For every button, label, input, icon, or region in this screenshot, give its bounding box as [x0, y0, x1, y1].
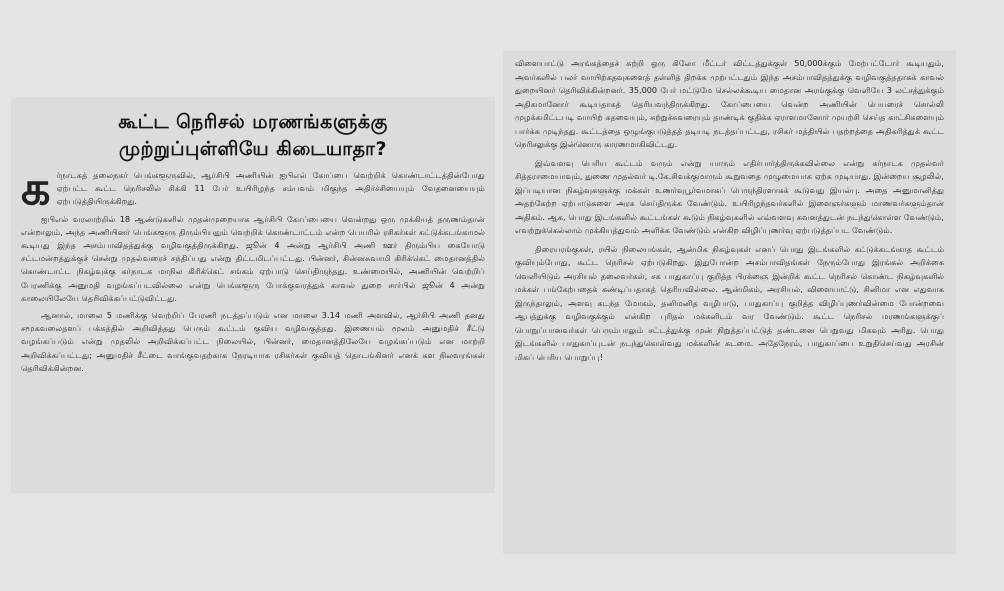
lead-paragraph [21, 161, 485, 215]
headline [21, 109, 485, 163]
headline-line-1: கூட்ட நெரிசல் மரணங்களுக்கு [118, 111, 388, 133]
article-paragraph-4: இவ்வளவு பெரிய கூட்டம் வரும் என்று யாரும் எதிர்பார்த்திருக்கவில்லை என்று கர்நாடக முதல்வர் சித்தராமையாவும், துணை முதல்வர் டி.கே.சிவக்குமாரும் கூறுவதை முழுமையாக ஏற்க முடியாது. இன்றைய சூழலில், இப்படியான நிகழ்வுகளுக்கு மக்கள் உணர்வுபூர்வமாகப் பெருந்திரளாகக் கூடுவது இயல்பு. அதை அனுமானித்து அதற்கேற்ற ஏற்பாடுகளை அரசு செய்திருக்க வேண்டும். உயிரிழந்தவர்களில் இளைஞர்களும் மாணவர்களும்தான் அதிகம். ஆக, பொது இடங்களில் கூட்டங்கள் கூடும் நிகழ்வுகளில் எவ்வளவு கவனத்துடன் நடந்துகொள்ள வேண்டும், எவற்றுக்கெல்லாம் முக்கியத்துவம் அளிக்க வேண்டும் என்கிற விழிப்புணர்வு ஏற்படுத்தப்பட வேண்டும். [515, 157, 944, 235]
drop-cap: க [21, 161, 51, 215]
article-paragraph-3: விளையாட்டு அரங்கத்தைச் சுற்றி ஒரு கிலோ மீட்டர் விட்டத்துக்குள் 50,000க்கும் மேற்பட்டோர் கூடியதும், அவர்களில் பலர் வாயிற்கதவுகளைத் தள்ளித் திறக்க முற்பட்டதும் இந்த அசம்பாவிதத்துக்கு வழிவகுத்ததாகக் காவல் துறையினர் தெரிவிக்கின்றனர். 35,000 பேர் மட்டுமே செல்லக்கூடிய மைதான அரங்குக்கு வெளியே 3 லட்சத்துக்கும் அதிகமானோர் கூடியதாகத் தெரியவந்திருக்கிறது. கோப்பையை வென்ற அணியின் பெயரைச் சொல்லி முழக்கமிட்டபடி வாயிற் கதவையும், சுற்றுச்சுவரையும் தாண்டிக் குதிக்க ஏராளமானோர் முயற்சி செய்த காட்சிகளையும் பார்க்க முடிந்தது. கூட்டத்தை ஒழுங்குபடுத்தத் தடியடி நடத்தப்பட்டது, ரசிகர் மத்தியில் பதற்றத்தை அதிகரித்துக் கூட்ட நெரிசலுக்கு இன்னொரு காரணமாகிவிட்டது. [515, 58, 944, 149]
article-paragraph-1: ஐபிஎல் வரலாற்றில் 18 ஆண்டுகளில் முதன்முறையாக ஆர்சிபி கோப்பையை வென்றது ஒரு முக்கியத் தருணம்தான் என்றாலும், அந்த அணியினர் பெங்களூரு திரும்பியதும் வெற்றிக் கொண்டாட்டம் என்ற பெயரில் ரசிகர்கள் கட்டுக்கடங்காமல் கூடியது இந்த அசம்பாவிதத்துக்கு வழிவகுத்திருக்கிறது. ஜூன் 4 அன்று ஆர்சிபி அணி ஊர் திரும்பிய கையோடு சட்டமன்றத்துக்குச் சென்று முதல்வரைச் சந்திப்பது என்று திட்டமிடப்பட்டது. பின்னர், சின்னசுவாமி கிரிக்கெட் மைதானத்தில் கொண்டாட்ட நிகழ்வுக்கு கர்நாடக மாநில கிரிக்கெட் சங்கம் ஏற்பாடு செய்திருந்தது. உண்மையில், அணியின் வெற்றிப் பேரணிக்கு அனுமதி வழங்கப்படவில்லை என்று பெங்களூரு போக்குவரத்துக் காவல் துறை சார்பில் ஜூன் 4 அன்று காலையிலேயே தெரிவிக்கப்பட்டுவிட்டது. [21, 213, 485, 303]
dateline [21, 97, 485, 105]
lead-text: ர்நாடகத் தலைநகர் பெங்களூருவில், ஆர்சிபி அணியின் ஐபிஎல் கோப்பை வெற்றிக் கொண்டாட்டத்தின்போது ஏற்பட்ட கூட்ட நெரிசலில் சிக்கி 11 பேர் உயிரிழந்த சம்பவம் மிகுந்த அதிர்ச்சியையும் வேதனையையும் ஏற்படுத்தியிருக்கிறது. [56, 170, 485, 207]
left-newspaper-clipping [11, 97, 495, 493]
article-paragraph-5: திரையரங்குகள், ரயில் நிலையங்கள், ஆன்மிக நிகழ்வுகள் எனப் பொது இடங்களில் கட்டுக்கடங்காத கூட்டம் குவியும்போது, கூட்ட நெரிசல் ஏற்படுகிறது. இதுபோன்ற அசம்பாவிதங்கள் நேரும்போது இரங்கல் அறிக்கை வெளியிடும் அரசியல் தலைவர்கள், சக பாதுகாப்பு குறித்த பிரக்ஞை இன்றிக் கூட்ட நெரிசல் கொண்ட நிகழ்வுகளில் மக்கள் பங்கேற்பதைக் கண்டிப்பதாகத் தெரியவில்லை. ஆன்மிகம், அரசியல், விளையாட்டு, சினிமா என எதுவாக இருந்தாலும், அளவு கடந்த மோகம், தனிமனித வழிபாடு, பாதுகாப்பு குறித்த விழிப்புணர்வின்மை போன்றவை ஆபத்துக்கு வழிவகுக்கும் என்கிற புரிதல் மக்களிடம் வர வேண்டும். கூட்ட நெரிசல் மரணங்களுக்குப் பொறுப்பானவர்கள் பெரும்பாலும் சட்டத்துக்கு முன் நிறுத்தப்பட்டுத் தண்டனை பெறுவது மிகவும் அரிது. பொது இடங்களில் பாதுகாப்புடன் நடந்துகொள்வது மக்களின் கடமை. அதேநேரம், பாதுகாப்பை உறுதிசெய்வது அரசின் மிகப் பெரிய பொறுப்பு! [515, 243, 944, 362]
article-paragraph-2: ஆனால், மாலை 5 மணிக்கு வெற்றிப் பேரணி நடத்தப்படும் என மாலை 3.14 மணி அளவில், ஆர்சிபி அணி தனது சமூகவலைதளப் பக்கத்தில் அறிவித்தது பெரும் கூட்டம் குவிய வழிவகுத்தது. இணையம் மூலம் அனுமதிச் சீட்டு வழங்கப்படும் என்று முதலில் அறிவிக்கப்பட்ட நிலையில், பின்னர், மைதானத்திலேயே வழங்கப்படும் என மாற்றி அறிவிக்கப்பட்டது; அனுமதிச் சீட்டை வாங்குவதற்காக நேரடியாக ரசிகர்கள் குவியத் தொடங்கினர் எனக் கள நிலவரங்கள் தெரிவிக்கின்றன. [21, 310, 485, 373]
headline-line-2: முற்றுப்புள்ளியே கிடையாதா? [119, 138, 387, 160]
right-newspaper-clipping [503, 51, 956, 554]
